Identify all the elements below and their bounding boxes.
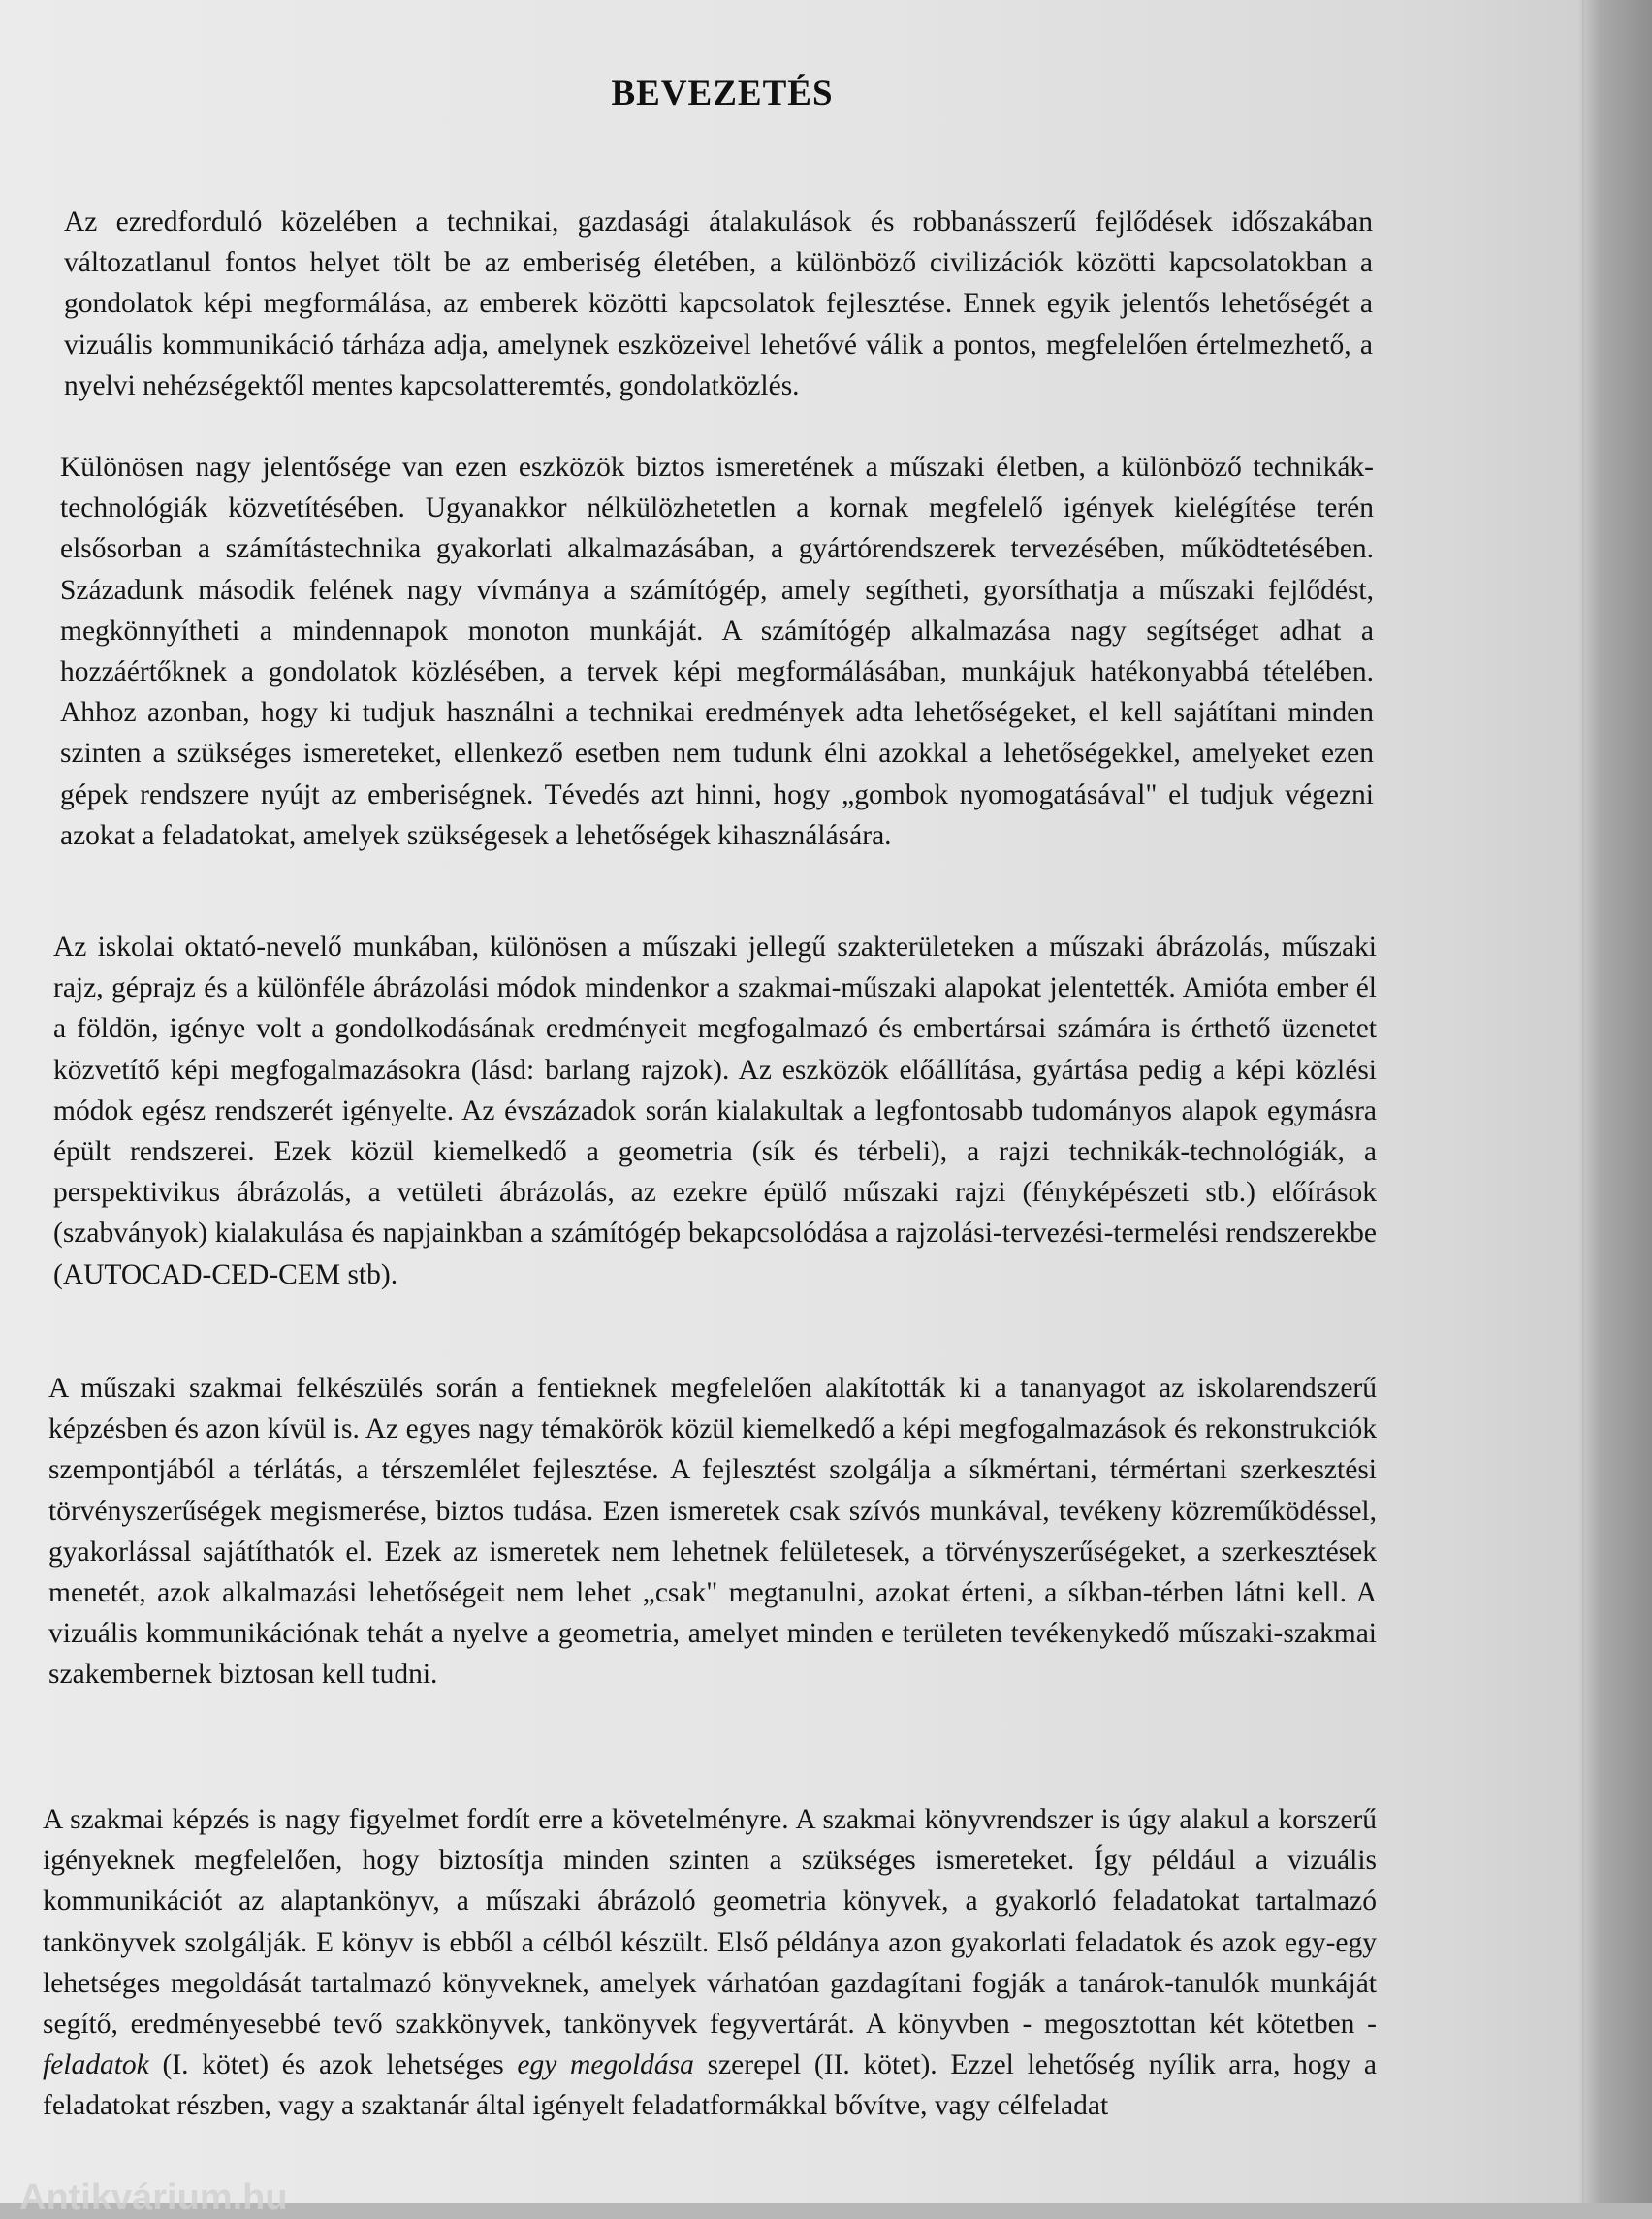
paragraph-5-text-b: (I. kötet) és azok lehetséges — [148, 2049, 518, 2081]
italic-egy-megoldasa: egy megoldása — [517, 2049, 694, 2081]
paragraph-4: A műszaki szakmai felkészülés során a fentieknek megfelelően alakították ki a tananyagot az iskolarendszerű képzésben és azon kívül is. Az egyes nagy témakörök közül kiemelkedő a képi megfogalmazások és rekonstrukciók szempontjából a térlátás, a térszemlélet fejlesztése. A fejlesztést szolgálja a síkmértani, térmértani szerkesztési törvényszerűségek megismerése, biztos tudása. Ezen ismeretek csak szívós munkával, tevékeny közreműködéssel, gyakorlással sajátíthatók el. Ezek az ismeretek nem lehetnek felületesek, a törvényszerűségeket, a szerkesztések menetét, azok alkalmazási lehetőségeit nem lehet „csak" megtanulni, azokat érteni, a síkban-térben látni kell. A vizuális kommunikációnak tehát a nyelve a geometria, amelyet minden e területen tevékenykedő műszaki-szakmai szakembernek biztosan kell tudni. — [48, 1373, 1377, 1691]
paragraph-3: Az iskolai oktató-nevelő munkában, különösen a műszaki jellegű szakterületeken a műszaki ábrázolás, műszaki rajz, géprajz és a különféle ábrázolási módok mindenkor a szakmai-műszaki alapokat jelentették. Amióta ember él a földön, igénye volt a gondolkodásának eredményeit megfogalmazó és embertársai számára is érthető üzenetet közvetítő képi megfogalmazásokra (lásd: barlang rajzok). Az eszközök előállítása, gyártása pedig a képi közlési módok egész rendszerét igényelte. Az évszázadok során kialakultak a legfontosabb tudományos alapok egymásra épült rendszerei. Ezek közül kiemelkedő a geometria (sík és térbeli), a rajzi technikák-technológiák, a perspektivikus ábrázolás, a vetületi ábrázolás, az ezekre épülő műszaki rajzi (fényképészeti stb.) előírások (szabványok) kialakulása és napjainkban a számítógép bekapcsolódása a rajzolási-tervezési-termelési rendszerekbe (AUTOCAD-CED-CEM stb). — [53, 932, 1377, 1290]
page-title: BEVEZETÉS — [611, 73, 834, 113]
italic-feladatok: feladatok — [43, 2049, 149, 2081]
paragraph-2: Különösen nagy jelentősége van ezen eszközök biztos ismeretének a műszaki életben, a különböző technikák-technológiák közvetítésében. Ugyanakkor nélkülözhetetlen a kornak megfelelő igények kielégítése terén elsősorban a számítástechnika gyakorlati alkalmazásában, a gyártórendszerek tervezésében, működtetésében. Századunk második felének nagy vívmánya a számítógép, amely segítheti, gyorsíthatja a műszaki fejlődést, megkönnyítheti a mindennapok monoton munkáját. A számítógép alkalmazása nagy segítséget adhat a hozzáértőknek a gondolatok közlésében, a tervek képi megformálásában, munkájuk hatékonyabbá tételében. Ahhoz azonban, hogy ki tudjuk használni a technikai eredmények adta lehetőségeket, el kell sajátítani minden szinten a szükséges ismereteket, ellenkező esetben nem tudunk élni azokkal a lehetőségekkel, amelyeket ezen gépek rendszere nyújt az emberiségnek. Tévedés azt hinni, hogy „gombok nyomogatásával" el tudjuk végezni azokat a feladatokat, amelyek szükségesek a lehetőségek kihasználására. — [60, 452, 1374, 851]
watermark: Antikvárium.hu — [19, 2177, 288, 2218]
paragraph-5-text-a: A szakmai képzés is nagy figyelmet fordít erre a követelményre. A szakmai könyvrendszer is úgy alakul a korszerű igényeknek megfelelően, hogy biztosítja minden szinten a szükséges ismereteket. Így például a vizuális kommunikációt az alaptankönyv, a műszaki ábrázoló geometria könyvek, a gyakorló feladatokat tartalmazó tankönyvek szolgálják. E könyv is ebből a célból készült. Első példánya azon gyakorlati feladatok és azok egy-egy lehetséges megoldását tartalmazó könyveknek, amelyek várhatóan gazdagítani fogják a tanárok-tanulók munkáját segítő, eredményesebbé tevő szakkönyvek, tankönyvek fegyvertárát. A könyvben - megosztottan két kötetben - — [43, 1804, 1377, 2041]
paragraph-1: Az ezredforduló közelében a technikai, gazdasági átalakulások és robbanásszerű fejlődések időszakában változatlanul fontos helyet tölt be az emberiség életében, a különböző civilizációk közötti kapcsolatokban a gondolatok képi megformálása, az emberek közötti kapcsolatok fejlesztése. Ennek egyik jelentős lehetőségét a vizuális kommunikáció tárháza adja, amelynek eszközeivel lehetővé válik a pontos, megfelelően értelmezhető, a nyelvi nehézségektől mentes kapcsolatteremtés, gondolatközlés. — [64, 206, 1373, 401]
page-edge — [1578, 0, 1652, 2203]
paragraph-5 — [43, 1799, 1377, 2127]
paragraph-5-text-c: szerepel (II. kötet). Ezzel lehetőség nyílik arra, hogy a feladatokat részben, vagy a szaktanár által igényelt feladatformákkal bővítve, vagy célfeladat — [43, 2049, 1377, 2122]
